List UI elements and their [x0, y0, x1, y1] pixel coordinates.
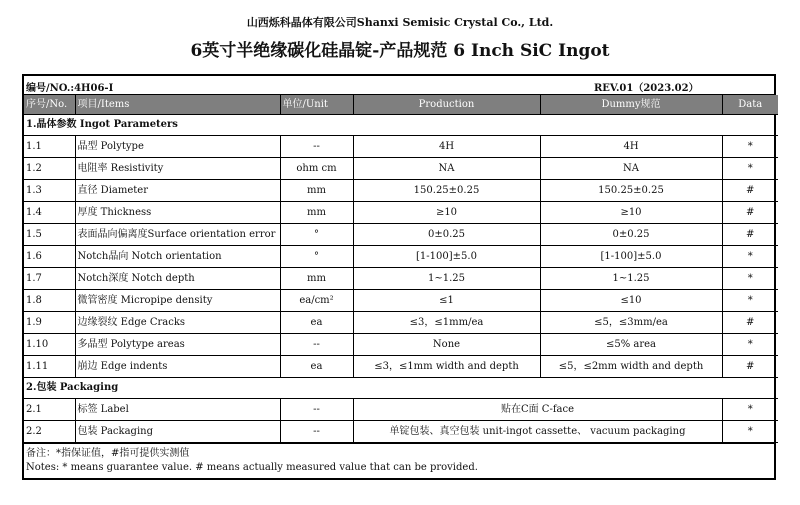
row-production: 0±0.25: [353, 224, 540, 246]
row-data: #: [722, 224, 778, 246]
row-no: 1.8: [24, 290, 75, 312]
table-row: [24, 421, 778, 443]
row-dummy: ≤10: [540, 290, 722, 312]
row-production: [1-100]±5.0: [353, 246, 540, 268]
table-row: [24, 202, 778, 224]
spec-table-frame: [22, 74, 776, 480]
header-dummy: Dummy规范: [540, 95, 722, 115]
row-no: 1.6: [24, 246, 75, 268]
row-data: #: [722, 312, 778, 334]
row-dummy: ≤5% area: [540, 334, 722, 356]
row-no: 1.10: [24, 334, 75, 356]
row-dummy: 1~1.25: [540, 268, 722, 290]
row-no: 1.11: [24, 356, 75, 378]
row-item: 表面晶向偏离度Surface orientation error: [75, 224, 280, 246]
row-item: 微管密度 Micropipe density: [75, 290, 280, 312]
row-item: 多晶型 Polytype areas: [75, 334, 280, 356]
row-item: 厚度 Thickness: [75, 202, 280, 224]
table-row: [24, 246, 778, 268]
row-no: 1.1: [24, 136, 75, 158]
company-name: 山西烁科晶体有限公司Shanxi Semisic Crystal Co., Ltd.: [246, 16, 554, 29]
spec-table-body: [24, 95, 778, 443]
table-row: [24, 312, 778, 334]
row-item: Notch晶向 Notch orientation: [75, 246, 280, 268]
row-data: *: [722, 399, 778, 421]
row-no: 1.9: [24, 312, 75, 334]
header-data: Data: [722, 95, 778, 115]
row-unit: mm: [280, 268, 353, 290]
row-item: 崩边 Edge indents: [75, 356, 280, 378]
row-item: 边缘裂纹 Edge Cracks: [75, 312, 280, 334]
row-production: NA: [353, 158, 540, 180]
row-item: 直径 Diameter: [75, 180, 280, 202]
row-dummy: [1-100]±5.0: [540, 246, 722, 268]
row-item: 晶型 Polytype: [75, 136, 280, 158]
header-no: 序号/No.: [24, 95, 75, 115]
table-row: [24, 224, 778, 246]
table-header-row: [24, 95, 778, 115]
row-no: 1.2: [24, 158, 75, 180]
row-item: 包装 Packaging: [75, 421, 280, 443]
row-unit: mm: [280, 180, 353, 202]
row-production: ≤3，≤1mm width and depth: [353, 356, 540, 378]
row-data: *: [722, 158, 778, 180]
row-data: #: [722, 356, 778, 378]
row-unit: ea: [280, 356, 353, 378]
table-row: [24, 180, 778, 202]
header-item: 项目/Items: [75, 95, 280, 115]
row-unit: °: [280, 224, 353, 246]
row-unit: mm: [280, 202, 353, 224]
row-unit: --: [280, 399, 353, 421]
table-row: [24, 399, 778, 421]
row-no: 1.7: [24, 268, 75, 290]
row-data: #: [722, 202, 778, 224]
row-unit: --: [280, 334, 353, 356]
row-production: 4H: [353, 136, 540, 158]
row-spec: 贴在C面 C-face: [353, 399, 722, 421]
row-data: *: [722, 290, 778, 312]
row-no: 1.3: [24, 180, 75, 202]
row-data: *: [722, 268, 778, 290]
row-production: None: [353, 334, 540, 356]
header-production: Production: [353, 95, 540, 115]
row-no: 1.4: [24, 202, 75, 224]
row-item: 标签 Label: [75, 399, 280, 421]
header-unit: 单位/Unit: [280, 95, 353, 115]
row-data: *: [722, 136, 778, 158]
notes-cn: 备注：*指保证值，#指可提供实测值: [26, 448, 190, 459]
table-row: [24, 356, 778, 378]
row-no: 2.2: [24, 421, 75, 443]
row-data: *: [722, 421, 778, 443]
document-title: 6英寸半绝缘碳化硅晶锭-产品规范 6 Inch SiC Ingot: [190, 41, 610, 61]
row-item: Notch深度 Notch depth: [75, 268, 280, 290]
table-row: [24, 158, 778, 180]
section-title: 2.包装 Packaging: [24, 378, 778, 399]
row-unit: ohm cm: [280, 158, 353, 180]
section-ingot-parameters: [24, 115, 778, 136]
row-spec: 单锭包装、真空包装 unit-ingot cassette、 vacuum packaging: [353, 421, 722, 443]
row-dummy: ≤5，≤2mm width and depth: [540, 356, 722, 378]
notes-en: Notes: * means guarantee value. # means actually measured value that can be provided.: [26, 462, 478, 473]
row-production: ≥10: [353, 202, 540, 224]
document-info-bar: [24, 76, 774, 95]
row-unit: --: [280, 136, 353, 158]
table-row: [24, 334, 778, 356]
table-row: [24, 290, 778, 312]
document-revision: REV.01（2023.02）: [594, 83, 699, 94]
row-item: 电阻率 Resistivity: [75, 158, 280, 180]
document-number: 编号/NO.:4H06-I: [26, 83, 114, 94]
row-data: #: [722, 180, 778, 202]
row-production: ≤1: [353, 290, 540, 312]
row-unit: °: [280, 246, 353, 268]
row-dummy: 4H: [540, 136, 722, 158]
row-dummy: 150.25±0.25: [540, 180, 722, 202]
row-unit: --: [280, 421, 353, 443]
row-dummy: ≥10: [540, 202, 722, 224]
row-data: *: [722, 334, 778, 356]
row-unit: ea: [280, 312, 353, 334]
row-no: 1.5: [24, 224, 75, 246]
row-production: ≤3，≤1mm/ea: [353, 312, 540, 334]
table-row: [24, 136, 778, 158]
row-data: *: [722, 246, 778, 268]
section-title: 1.晶体参数 Ingot Parameters: [24, 115, 778, 136]
row-production: 150.25±0.25: [353, 180, 540, 202]
section-packaging: [24, 378, 778, 399]
row-dummy: NA: [540, 158, 722, 180]
notes: [24, 443, 774, 478]
row-dummy: ≤5，≤3mm/ea: [540, 312, 722, 334]
table-row: [24, 268, 778, 290]
row-unit: ea/cm²: [280, 290, 353, 312]
row-dummy: 0±0.25: [540, 224, 722, 246]
spec-table: [24, 95, 778, 443]
row-production: 1~1.25: [353, 268, 540, 290]
row-no: 2.1: [24, 399, 75, 421]
